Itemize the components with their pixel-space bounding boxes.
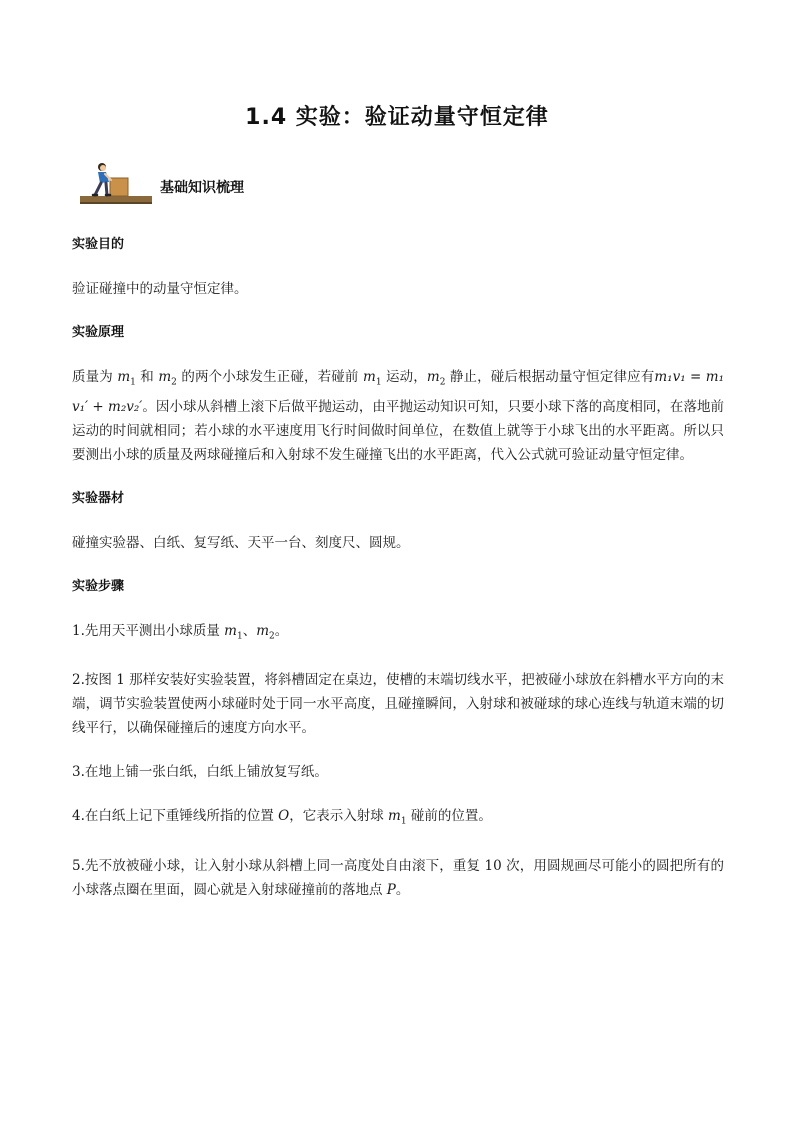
document-body (72, 233, 724, 922)
heading-equipment: 实验器材 (72, 490, 125, 506)
heading-steps: 实验步骤 (72, 578, 125, 594)
section-banner (80, 158, 280, 206)
step-4: 4.在白纸上记下重锤线所指的位置 O，它表示入射球 $m_1$ 碰前的位置。 (72, 808, 492, 828)
equipment-text: 碰撞实验器、白纸、复写纸、天平一台、刻度尺、圆规。 (72, 534, 410, 551)
step-5: 5.先不放被碰小球，让入射小球从斜槽上同一高度处自由滚下，重复 10 次，用圆规画尽可能小的圆把所有的小球落点圈在里面，圆心就是入射球碰撞前的落地点 P。 (72, 858, 724, 899)
principle-text: 质量为 $m_1$ 和 $m_2$ 的两个小球发生正碰，若碰前 $m_1$ 运动，$m_2$ 静止，碰后根据动量守恒定律应有m₁v₁ = m₁v₁′ + m₂v₂′。因小球从斜槽上滚下后做平抛运动，由平抛运动知识可知，只要小球下落的高度相同，在落地前运动的时间就相同；若小球的水平速度用飞行时间做时间单位，在数值上就等于小球飞出的水平距离。所以只要测出小球的质量及两球碰撞后和入射球不发生碰撞飞出的水平距离，代入公式就可验证动量守恒定律。 (72, 369, 724, 463)
step-3: 3.在地上铺一张白纸，白纸上铺放复写纸。 (72, 764, 328, 781)
math-m1-moving: $m_1$ (363, 369, 382, 388)
section-banner-label: 基础知识梳理 (160, 180, 244, 196)
page-title: 1.4 实验：验证动量守恒定律 (245, 105, 549, 130)
momentum-equation: m₁v₁ = m₁v₁′ + m₂v₂′ (72, 369, 724, 415)
math-m1: $m_1$ (117, 369, 136, 388)
child-pushing-box-icon (80, 158, 160, 206)
math-m2: $m_2$ (158, 369, 177, 388)
step-1: 1.先用天平测出小球质量 $m_1$、$m_2$。 (72, 622, 289, 642)
step-2: 2.按图 1 那样安装好实验装置，将斜槽固定在桌边，使槽的末端切线水平，把被碰小球放在斜槽水平方向的末端，调节实验装置使两小球碰时处于同一水平高度，且碰撞瞬间，入射球和被碰球的球心连线与轨道末端的切线平行，以确保碰撞后的速度方向水平。 (72, 672, 724, 737)
purpose-text: 验证碰撞中的动量守恒定律。 (72, 281, 248, 297)
math-m2-static: $m_2$ (426, 369, 446, 388)
heading-principle: 实验原理 (72, 325, 125, 340)
heading-purpose: 实验目的 (72, 237, 125, 252)
